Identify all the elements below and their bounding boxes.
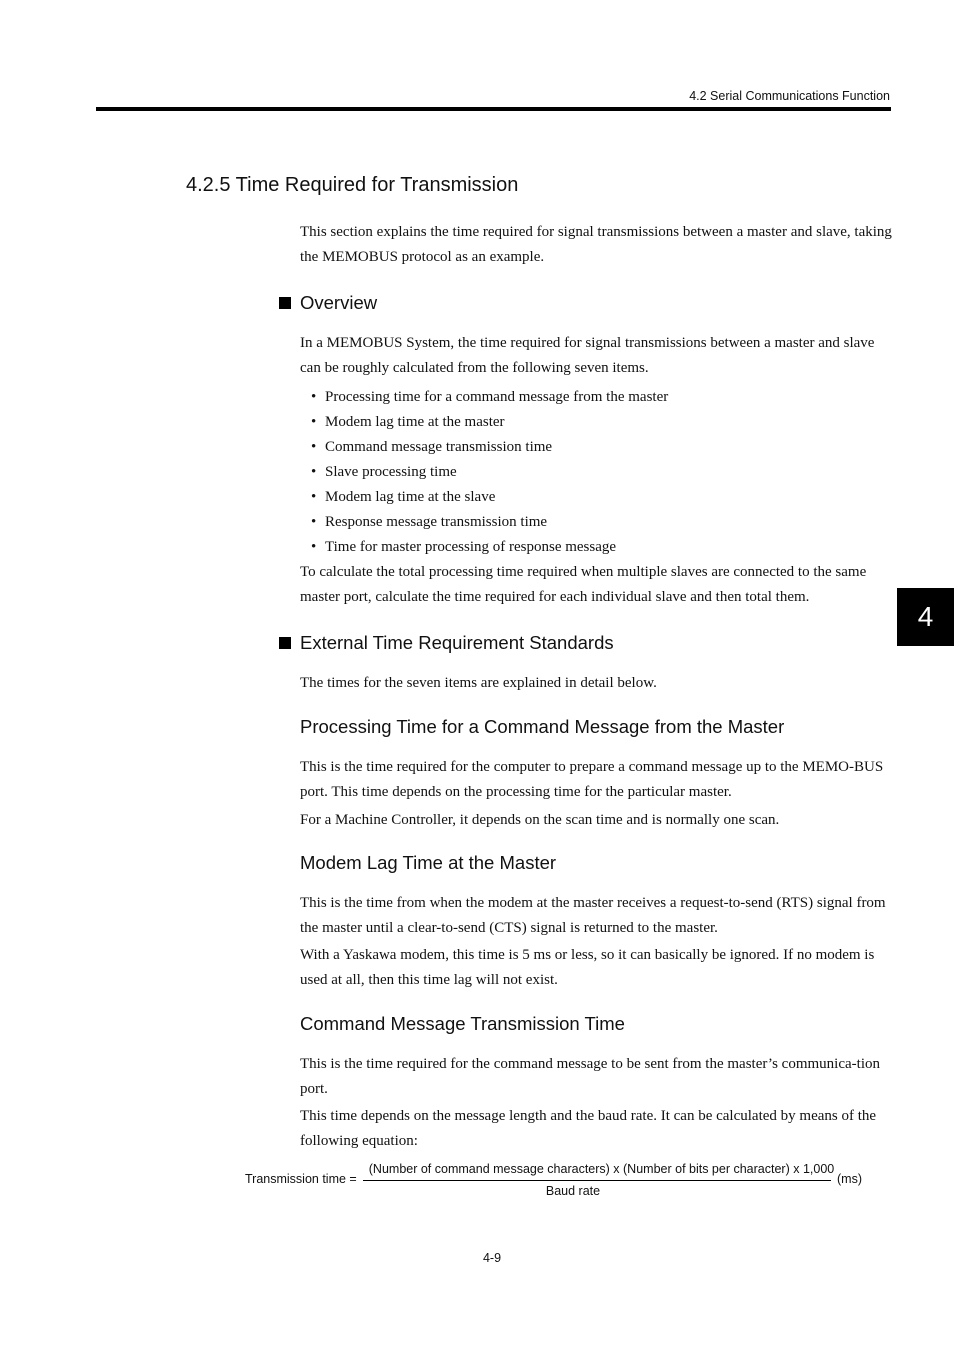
external-heading (279, 632, 614, 654)
bullet-icon: • (311, 389, 317, 405)
equation-denominator: Baud rate (545, 1184, 601, 1198)
equation-lhs: Transmission time = (245, 1172, 357, 1186)
bullet-icon: • (311, 414, 317, 430)
bullet-icon: • (311, 464, 317, 480)
list-item: • Response message transmission time (311, 510, 668, 535)
chapter-tab: 4 (897, 588, 954, 646)
list-item: • Time for master processing of response message (311, 535, 668, 560)
list-item: • Processing time for a command message from the master (311, 385, 668, 410)
bullet-icon: • (311, 439, 317, 455)
overview-intro: In a MEMOBUS System, the time required for signal transmissions between a master and slave can be roughly calculated from the following seven items. (300, 335, 875, 376)
square-bullet-icon (279, 637, 291, 649)
bullet-icon: • (311, 539, 317, 555)
bullet-icon: • (311, 514, 317, 530)
external-intro: The times for the seven items are explained in detail below. (300, 675, 657, 691)
overview-heading (279, 292, 377, 314)
equation-unit: (ms) (837, 1172, 862, 1186)
list-item: • Modem lag time at the slave (311, 485, 668, 510)
transmission-equation (245, 1160, 875, 1202)
square-bullet-icon (279, 297, 291, 309)
processing-p2: For a Machine Controller, it depends on the scan time and is normally one scan. (300, 812, 780, 828)
section-intro: This section explains the time required for signal transmissions between a master and slave, taking the MEMOBUS protocol as an example. (300, 224, 892, 265)
command-p2: This time depends on the message length and the baud rate. It can be calculated by means of the following equation: (300, 1108, 877, 1149)
list-item: • Command message transmission time (311, 435, 668, 460)
bullet-icon: • (311, 489, 317, 505)
command-heading: Command Message Transmission Time (300, 1013, 625, 1034)
processing-heading: Processing Time for a Command Message from the Master (300, 716, 785, 737)
list-item: • Slave processing time (311, 460, 668, 485)
fraction-bar (363, 1180, 831, 1181)
list-item: • Modem lag time at the master (311, 410, 668, 435)
header-rule (96, 107, 891, 111)
processing-p1: This is the time required for the computer to prepare a command message up to the MEMO-BUS port. This time depends on the processing time for the particular master. (300, 759, 884, 800)
equation-numerator: (Number of command message characters) x (Number of bits per character) x 1,000 (368, 1162, 835, 1176)
overview-list (311, 385, 668, 560)
modem-heading: Modem Lag Time at the Master (300, 852, 557, 873)
section-title: 4.2.5 Time Required for Transmission (186, 174, 519, 196)
modem-p2: With a Yaskawa modem, this time is 5 ms or less, so it can basically be ignored. If no modem is used at all, then this time lag will not exist. (300, 947, 875, 988)
command-p1: This is the time required for the command message to be sent from the master’s communica-tion port. (300, 1056, 880, 1097)
overview-heading-label: Overview (300, 292, 378, 313)
modem-p1: This is the time from when the modem at the master receives a request-to-send (RTS) signal from the master until a clear-to-send (CTS) signal is returned to the master. (300, 895, 886, 936)
overview-closing: To calculate the total processing time required when multiple slaves are connected to the same master port, calculate the time required for each individual slave and then total them. (300, 564, 867, 605)
page-number: 4-9 (482, 1251, 502, 1265)
running-header: 4.2 Serial Communications Function (689, 89, 890, 103)
external-heading-label: External Time Requirement Standards (300, 632, 614, 653)
